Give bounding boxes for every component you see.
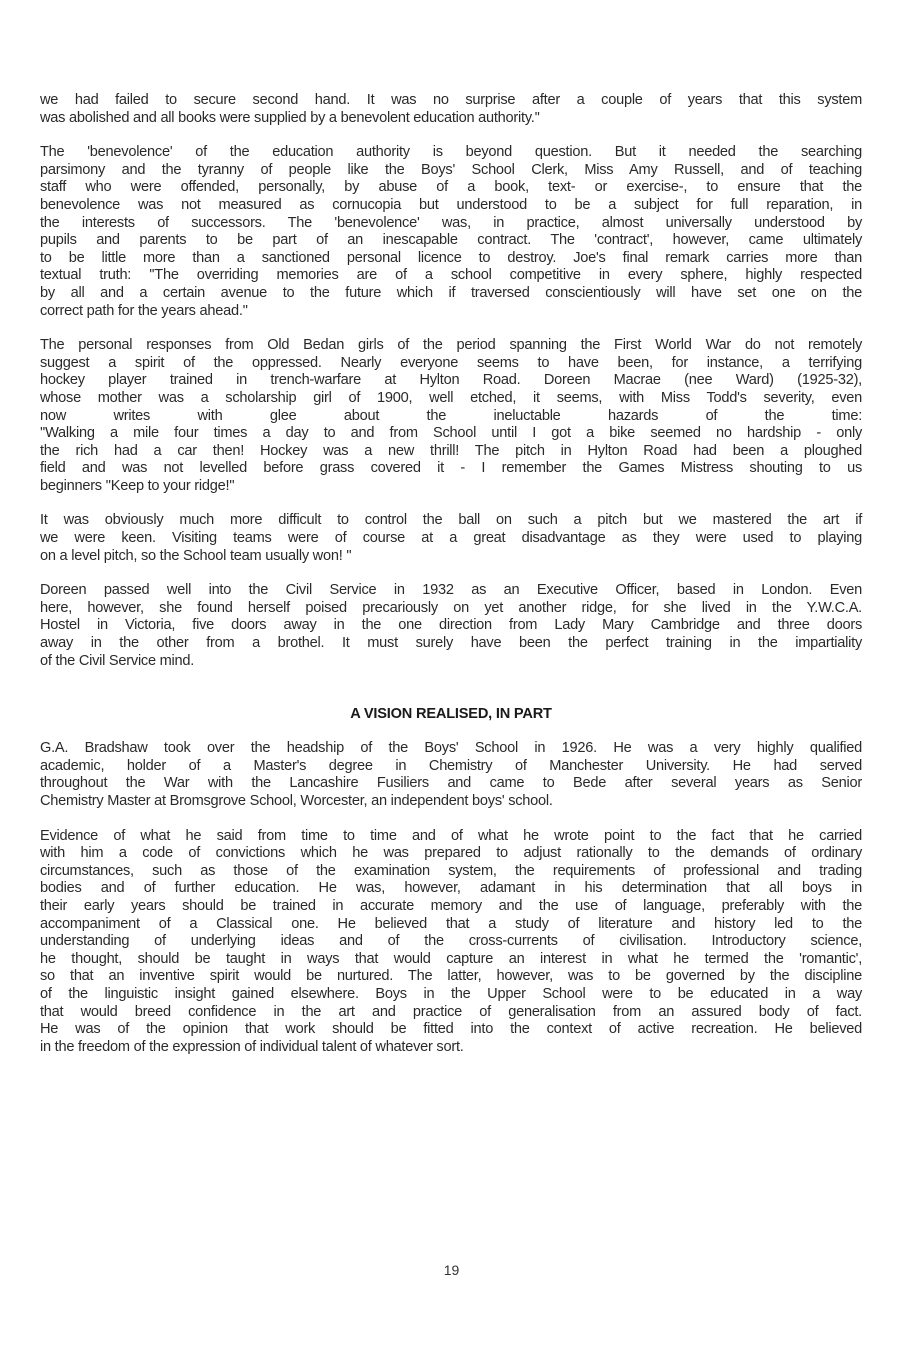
- text-line: now writes with glee about the ineluctable hazards of the time:: [40, 407, 862, 424]
- text-line: that would breed confidence in the art and practice of generalisation from an assured body of fact.: [40, 1003, 862, 1020]
- text-line: away in the other from a brothel. It must surely have been the perfect training in the impartiality: [40, 635, 862, 652]
- text-line: Chemistry Master at Bromsgrove School, Worcester, an independent boys' school.: [40, 793, 553, 809]
- text-line: in the freedom of the expression of individual talent of whatever sort.: [40, 1038, 464, 1055]
- spacer: [40, 722, 862, 740]
- text-line: The 'benevolence' of the education authority is beyond question. But it needed the searching: [40, 144, 862, 161]
- text-line: here, however, she found herself poised precariously on yet another ridge, for she lived in the Y.W.C.A.: [40, 599, 862, 616]
- paragraph: [40, 582, 862, 670]
- text-line: on a level pitch, so the School team usually won! '': [40, 547, 352, 564]
- paragraph: [40, 740, 862, 810]
- text-line: circumstances, such as those of the examination system, the requirements of professional and trading: [40, 862, 862, 879]
- text-line: throughout the War with the Lancashire Fusiliers and came to Bede after several years as Senior: [40, 775, 862, 792]
- text-line: of the linguistic insight gained elsewhere. Boys in the Upper School were to be educated in a way: [40, 985, 862, 1002]
- text-line: we were keen. Visiting teams were of course at a great disadvantage as they were used to playing: [40, 530, 862, 547]
- paragraph-gap: [40, 127, 862, 144]
- paragraph-gap: [40, 495, 862, 512]
- text-line: by all and a certain avenue to the future which if traversed conscientiously will have set one on the: [40, 284, 862, 301]
- document-page: [40, 92, 862, 1056]
- paragraph-gap: [40, 811, 862, 828]
- paragraph-gap: [40, 565, 862, 582]
- paragraph: [40, 512, 862, 565]
- paragraph-gap: [40, 320, 862, 337]
- section-body-text: [40, 740, 862, 1056]
- text-line: field and was not levelled before grass covered it - I remember the Games Mistress shouting to us: [40, 460, 862, 477]
- section-heading: A VISION REALISED, IN PART: [350, 706, 552, 723]
- text-line: bodies and of further education. He was, however, adamant in his determination that all boys in: [40, 880, 862, 897]
- text-line: The personal responses from Old Bedan girls of the period spanning the First World War do not remotely: [40, 337, 862, 354]
- text-line: correct path for the years ahead.'': [40, 302, 248, 319]
- text-line: their early years should be trained in accurate memory and the use of language, preferably with the: [40, 897, 862, 914]
- text-line: It was obviously much more difficult to control the ball on such a pitch but we mastered the art if: [40, 512, 862, 529]
- paragraph: [40, 828, 862, 1057]
- text-line: accompaniment of a Classical one. He believed that a study of literature and history led to the: [40, 915, 862, 932]
- paragraph: [40, 92, 862, 127]
- text-line: textual truth: ''The overriding memories are of a school competitive in every sphere, highly respected: [40, 267, 862, 284]
- text-line: G.A. Bradshaw took over the headship of the Boys' School in 1926. He was a very highly qualified: [40, 740, 862, 757]
- text-line: pupils and parents to be part of an inescapable contract. The 'contract', however, came ultimately: [40, 232, 862, 249]
- text-line: with him a code of convictions which he was prepared to adjust rationally to the demands of ordinary: [40, 845, 862, 862]
- text-line: of the Civil Service mind.: [40, 652, 195, 669]
- text-line: benevolence was not measured as cornucopia but understood to be a subject for full reparation, in: [40, 196, 862, 213]
- text-line: understanding of underlying ideas and of the cross-currents of civilisation. Introductory science,: [40, 933, 862, 950]
- text-line: ''Walking a mile four times a day to and from School until I got a bike seemed no hardship - only: [40, 425, 862, 442]
- spacer: [40, 670, 862, 706]
- text-line: suggest a spirit of the oppressed. Nearly everyone seems to have been, for instance, a terrifying: [40, 354, 862, 371]
- text-line: staff who were offended, personally, by abuse of a book, text- or exercise-, to ensure that the: [40, 179, 862, 196]
- text-line: he thought, should be taught in ways that would capture an interest in what he termed the 'romantic',: [40, 950, 862, 967]
- text-line: Doreen passed well into the Civil Service in 1932 as an Executive Officer, based in London. Even: [40, 582, 862, 599]
- text-line: academic, holder of a Master's degree in Chemistry of Manchester University. He had served: [40, 757, 862, 774]
- text-line: Hostel in Victoria, five doors away in the one direction from Lady Mary Cambridge and three doors: [40, 617, 862, 634]
- text-line: to be little more than a sanctioned personal licence to destroy. Joe's final remark carries more than: [40, 249, 862, 266]
- text-line: we had failed to secure second hand. It was no surprise after a couple of years that this system: [40, 92, 862, 108]
- text-line: beginners ''Keep to your ridge!'': [40, 477, 235, 494]
- paragraph: [40, 144, 862, 320]
- body-text: [40, 92, 862, 670]
- page-number: 19: [443, 1262, 460, 1278]
- text-line: the rich had a car then! Hockey was a new thrill! The pitch in Hylton Road had been a ploughed: [40, 442, 862, 459]
- text-line: He was of the opinion that work should be fitted into the context of active recreation. He believed: [40, 1021, 862, 1038]
- text-line: Evidence of what he said from time to time and of what he wrote point to the fact that he carried: [40, 827, 862, 844]
- text-line: the interests of successors. The 'benevolence' was, in practice, almost universally understood by: [40, 214, 862, 231]
- text-line: so that an inventive spirit would be nurtured. The latter, however, was to be governed by the discipline: [40, 968, 862, 985]
- text-line: hockey player trained in trench-warfare at Hylton Road. Doreen Macrae (nee Ward) (1925-32),: [40, 372, 862, 389]
- text-line: parsimony and the tyranny of people like the Boys' School Clerk, Miss Amy Russell, and of teaching: [40, 161, 862, 178]
- text-line: was abolished and all books were supplied by a benevolent education authority.'': [40, 109, 540, 126]
- text-line: whose mother was a scholarship girl of 1900, well etched, it seems, with Miss Todd's severity, even: [40, 389, 862, 406]
- paragraph: [40, 337, 862, 495]
